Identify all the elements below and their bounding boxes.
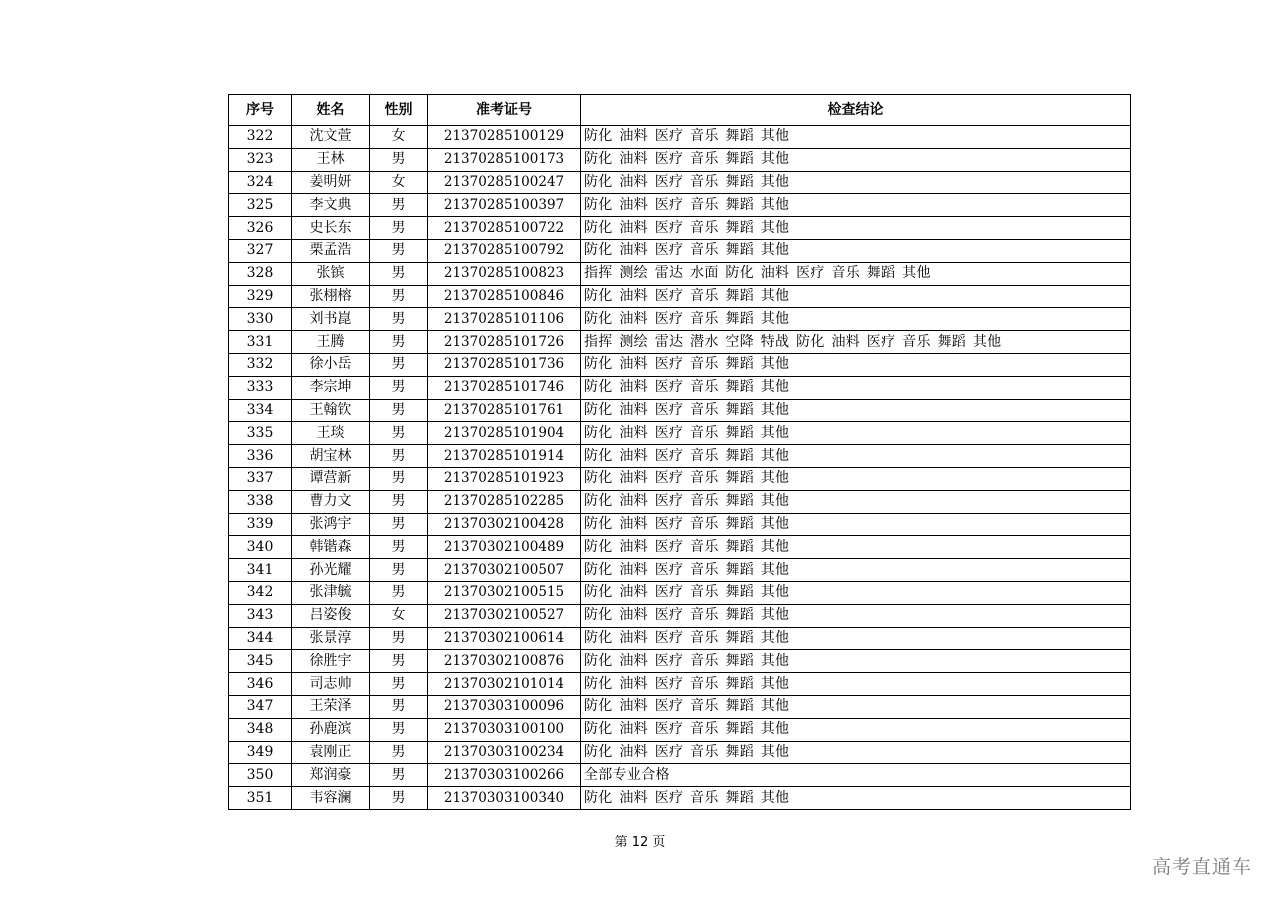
table-row [229,285,1131,308]
header-gender: 性别 [370,95,428,126]
cell-result: 防化 油料 医疗 音乐 舞蹈 其他 [581,627,1131,650]
cell-result: 防化 油料 医疗 音乐 舞蹈 其他 [581,239,1131,262]
cell-seq: 323 [229,148,292,171]
cell-gender: 男 [370,490,428,513]
table-body [229,126,1131,810]
cell-name: 王林 [292,148,370,171]
table-row [229,581,1131,604]
cell-seq: 332 [229,353,292,376]
cell-result: 防化 油料 医疗 音乐 舞蹈 其他 [581,445,1131,468]
cell-gender: 男 [370,764,428,787]
table-row [229,148,1131,171]
cell-seq: 322 [229,126,292,149]
header-exam-id: 准考证号 [428,95,581,126]
cell-gender: 男 [370,718,428,741]
cell-seq: 337 [229,467,292,490]
cell-name: 张津毓 [292,581,370,604]
cell-seq: 333 [229,376,292,399]
cell-name: 孙鹿滨 [292,718,370,741]
table-row [229,764,1131,787]
table-row [229,741,1131,764]
cell-seq: 349 [229,741,292,764]
header-result: 检查结论 [581,95,1131,126]
cell-name: 史长东 [292,217,370,240]
cell-result: 防化 油料 医疗 音乐 舞蹈 其他 [581,581,1131,604]
cell-name: 张景淳 [292,627,370,650]
cell-result: 防化 油料 医疗 音乐 舞蹈 其他 [581,126,1131,149]
cell-result: 防化 油料 医疗 音乐 舞蹈 其他 [581,695,1131,718]
cell-exam-id: 21370303100266 [428,764,581,787]
table-row [229,353,1131,376]
cell-gender: 男 [370,217,428,240]
cell-exam-id: 21370303100234 [428,741,581,764]
cell-seq: 347 [229,695,292,718]
cell-exam-id: 21370285101761 [428,399,581,422]
cell-gender: 男 [370,399,428,422]
cell-seq: 341 [229,559,292,582]
cell-result: 防化 油料 医疗 音乐 舞蹈 其他 [581,673,1131,696]
cell-gender: 男 [370,581,428,604]
cell-gender: 男 [370,285,428,308]
cell-result: 全部专业合格 [581,764,1131,787]
cell-exam-id: 21370302100876 [428,650,581,673]
table-row [229,194,1131,217]
cell-result: 防化 油料 医疗 音乐 舞蹈 其他 [581,422,1131,445]
cell-name: 谭营新 [292,467,370,490]
cell-name: 李文典 [292,194,370,217]
cell-result: 防化 油料 医疗 音乐 舞蹈 其他 [581,194,1131,217]
table-row [229,445,1131,468]
cell-name: 徐小岳 [292,353,370,376]
cell-seq: 331 [229,331,292,354]
header-seq: 序号 [229,95,292,126]
cell-exam-id: 21370285100397 [428,194,581,217]
table-row [229,513,1131,536]
results-table [228,94,1131,810]
cell-name: 吕姿俊 [292,604,370,627]
cell-exam-id: 21370302100527 [428,604,581,627]
cell-result: 防化 油料 医疗 音乐 舞蹈 其他 [581,604,1131,627]
cell-result: 防化 油料 医疗 音乐 舞蹈 其他 [581,650,1131,673]
cell-result: 防化 油料 医疗 音乐 舞蹈 其他 [581,399,1131,422]
cell-seq: 345 [229,650,292,673]
cell-seq: 343 [229,604,292,627]
cell-gender: 男 [370,422,428,445]
cell-result: 防化 油料 医疗 音乐 舞蹈 其他 [581,353,1131,376]
cell-seq: 351 [229,787,292,810]
table-row [229,695,1131,718]
cell-gender: 男 [370,239,428,262]
cell-exam-id: 21370302100515 [428,581,581,604]
cell-exam-id: 21370285101914 [428,445,581,468]
cell-seq: 342 [229,581,292,604]
cell-seq: 334 [229,399,292,422]
cell-result: 防化 油料 医疗 音乐 舞蹈 其他 [581,718,1131,741]
cell-seq: 346 [229,673,292,696]
table-row [229,536,1131,559]
cell-result: 防化 油料 医疗 音乐 舞蹈 其他 [581,217,1131,240]
cell-exam-id: 21370285100722 [428,217,581,240]
cell-gender: 男 [370,445,428,468]
cell-name: 沈文萱 [292,126,370,149]
cell-name: 曹力文 [292,490,370,513]
cell-exam-id: 21370285100129 [428,126,581,149]
cell-name: 韦容澜 [292,787,370,810]
cell-exam-id: 21370285100823 [428,262,581,285]
cell-gender: 男 [370,513,428,536]
table-row [229,399,1131,422]
cell-gender: 男 [370,331,428,354]
cell-gender: 男 [370,308,428,331]
cell-gender: 男 [370,148,428,171]
table-header-row [229,95,1131,126]
table-row [229,490,1131,513]
cell-name: 韩锴森 [292,536,370,559]
cell-name: 刘书崑 [292,308,370,331]
cell-seq: 326 [229,217,292,240]
table-row [229,239,1131,262]
cell-gender: 男 [370,741,428,764]
cell-gender: 男 [370,262,428,285]
cell-exam-id: 21370285101736 [428,353,581,376]
cell-exam-id: 21370303100096 [428,695,581,718]
cell-seq: 339 [229,513,292,536]
cell-exam-id: 21370285101726 [428,331,581,354]
cell-exam-id: 21370303100340 [428,787,581,810]
cell-gender: 女 [370,604,428,627]
cell-name: 胡宝林 [292,445,370,468]
cell-exam-id: 21370285100792 [428,239,581,262]
table-row [229,559,1131,582]
cell-exam-id: 21370303100100 [428,718,581,741]
cell-exam-id: 21370285102285 [428,490,581,513]
cell-seq: 330 [229,308,292,331]
cell-gender: 男 [370,353,428,376]
cell-seq: 324 [229,171,292,194]
cell-name: 王琰 [292,422,370,445]
table-row [229,422,1131,445]
cell-gender: 男 [370,536,428,559]
cell-name: 张镔 [292,262,370,285]
table-row [229,376,1131,399]
cell-seq: 344 [229,627,292,650]
table-row [229,217,1131,240]
cell-gender: 男 [370,627,428,650]
cell-gender: 男 [370,194,428,217]
table-row [229,650,1131,673]
cell-result: 防化 油料 医疗 音乐 舞蹈 其他 [581,171,1131,194]
table-row [229,627,1131,650]
cell-seq: 335 [229,422,292,445]
cell-gender: 男 [370,695,428,718]
cell-seq: 336 [229,445,292,468]
cell-name: 司志帅 [292,673,370,696]
cell-exam-id: 21370285101746 [428,376,581,399]
table-row [229,718,1131,741]
cell-result: 防化 油料 医疗 音乐 舞蹈 其他 [581,787,1131,810]
cell-exam-id: 21370302100428 [428,513,581,536]
cell-gender: 女 [370,171,428,194]
cell-exam-id: 21370302100614 [428,627,581,650]
page-number: 第 12 页 [614,835,666,850]
cell-result: 防化 油料 医疗 音乐 舞蹈 其他 [581,376,1131,399]
cell-result: 防化 油料 医疗 音乐 舞蹈 其他 [581,741,1131,764]
cell-result: 防化 油料 医疗 音乐 舞蹈 其他 [581,559,1131,582]
cell-name: 郑润豪 [292,764,370,787]
table-row [229,262,1131,285]
cell-name: 王翰钦 [292,399,370,422]
table-row [229,467,1131,490]
cell-gender: 男 [370,467,428,490]
watermark-text: 高考直通车 [1151,856,1252,878]
cell-seq: 327 [229,239,292,262]
header-name: 姓名 [292,95,370,126]
cell-exam-id: 21370302100507 [428,559,581,582]
cell-name: 王荣泽 [292,695,370,718]
cell-exam-id: 21370285101923 [428,467,581,490]
cell-result: 防化 油料 医疗 音乐 舞蹈 其他 [581,148,1131,171]
cell-name: 张鸿宇 [292,513,370,536]
cell-result: 防化 油料 医疗 音乐 舞蹈 其他 [581,536,1131,559]
table-row [229,787,1131,810]
cell-name: 孙光耀 [292,559,370,582]
cell-gender: 女 [370,126,428,149]
cell-name: 袁刚正 [292,741,370,764]
cell-name: 王腾 [292,331,370,354]
table-row [229,673,1131,696]
cell-result: 防化 油料 医疗 音乐 舞蹈 其他 [581,490,1131,513]
cell-gender: 男 [370,559,428,582]
cell-exam-id: 21370302100489 [428,536,581,559]
cell-result: 指挥 测绘 雷达 潜水 空降 特战 防化 油料 医疗 音乐 舞蹈 其他 [581,331,1131,354]
cell-exam-id: 21370285100173 [428,148,581,171]
table-row [229,308,1131,331]
cell-seq: 350 [229,764,292,787]
cell-seq: 328 [229,262,292,285]
cell-exam-id: 21370285101106 [428,308,581,331]
cell-gender: 男 [370,787,428,810]
cell-seq: 348 [229,718,292,741]
cell-gender: 男 [370,376,428,399]
table-row [229,331,1131,354]
table-row [229,126,1131,149]
cell-result: 防化 油料 医疗 音乐 舞蹈 其他 [581,308,1131,331]
cell-exam-id: 21370285100247 [428,171,581,194]
table-row [229,171,1131,194]
cell-seq: 340 [229,536,292,559]
cell-result: 防化 油料 医疗 音乐 舞蹈 其他 [581,285,1131,308]
cell-name: 徐胜宇 [292,650,370,673]
cell-seq: 329 [229,285,292,308]
cell-name: 栗孟浩 [292,239,370,262]
cell-name: 李宗坤 [292,376,370,399]
cell-exam-id: 21370285101904 [428,422,581,445]
cell-result: 防化 油料 医疗 音乐 舞蹈 其他 [581,467,1131,490]
cell-gender: 男 [370,673,428,696]
cell-name: 姜明妍 [292,171,370,194]
cell-result: 防化 油料 医疗 音乐 舞蹈 其他 [581,513,1131,536]
cell-result: 指挥 测绘 雷达 水面 防化 油料 医疗 音乐 舞蹈 其他 [581,262,1131,285]
cell-name: 张栩榕 [292,285,370,308]
cell-gender: 男 [370,650,428,673]
cell-exam-id: 21370302101014 [428,673,581,696]
cell-seq: 338 [229,490,292,513]
cell-exam-id: 21370285100846 [428,285,581,308]
cell-seq: 325 [229,194,292,217]
table-row [229,604,1131,627]
